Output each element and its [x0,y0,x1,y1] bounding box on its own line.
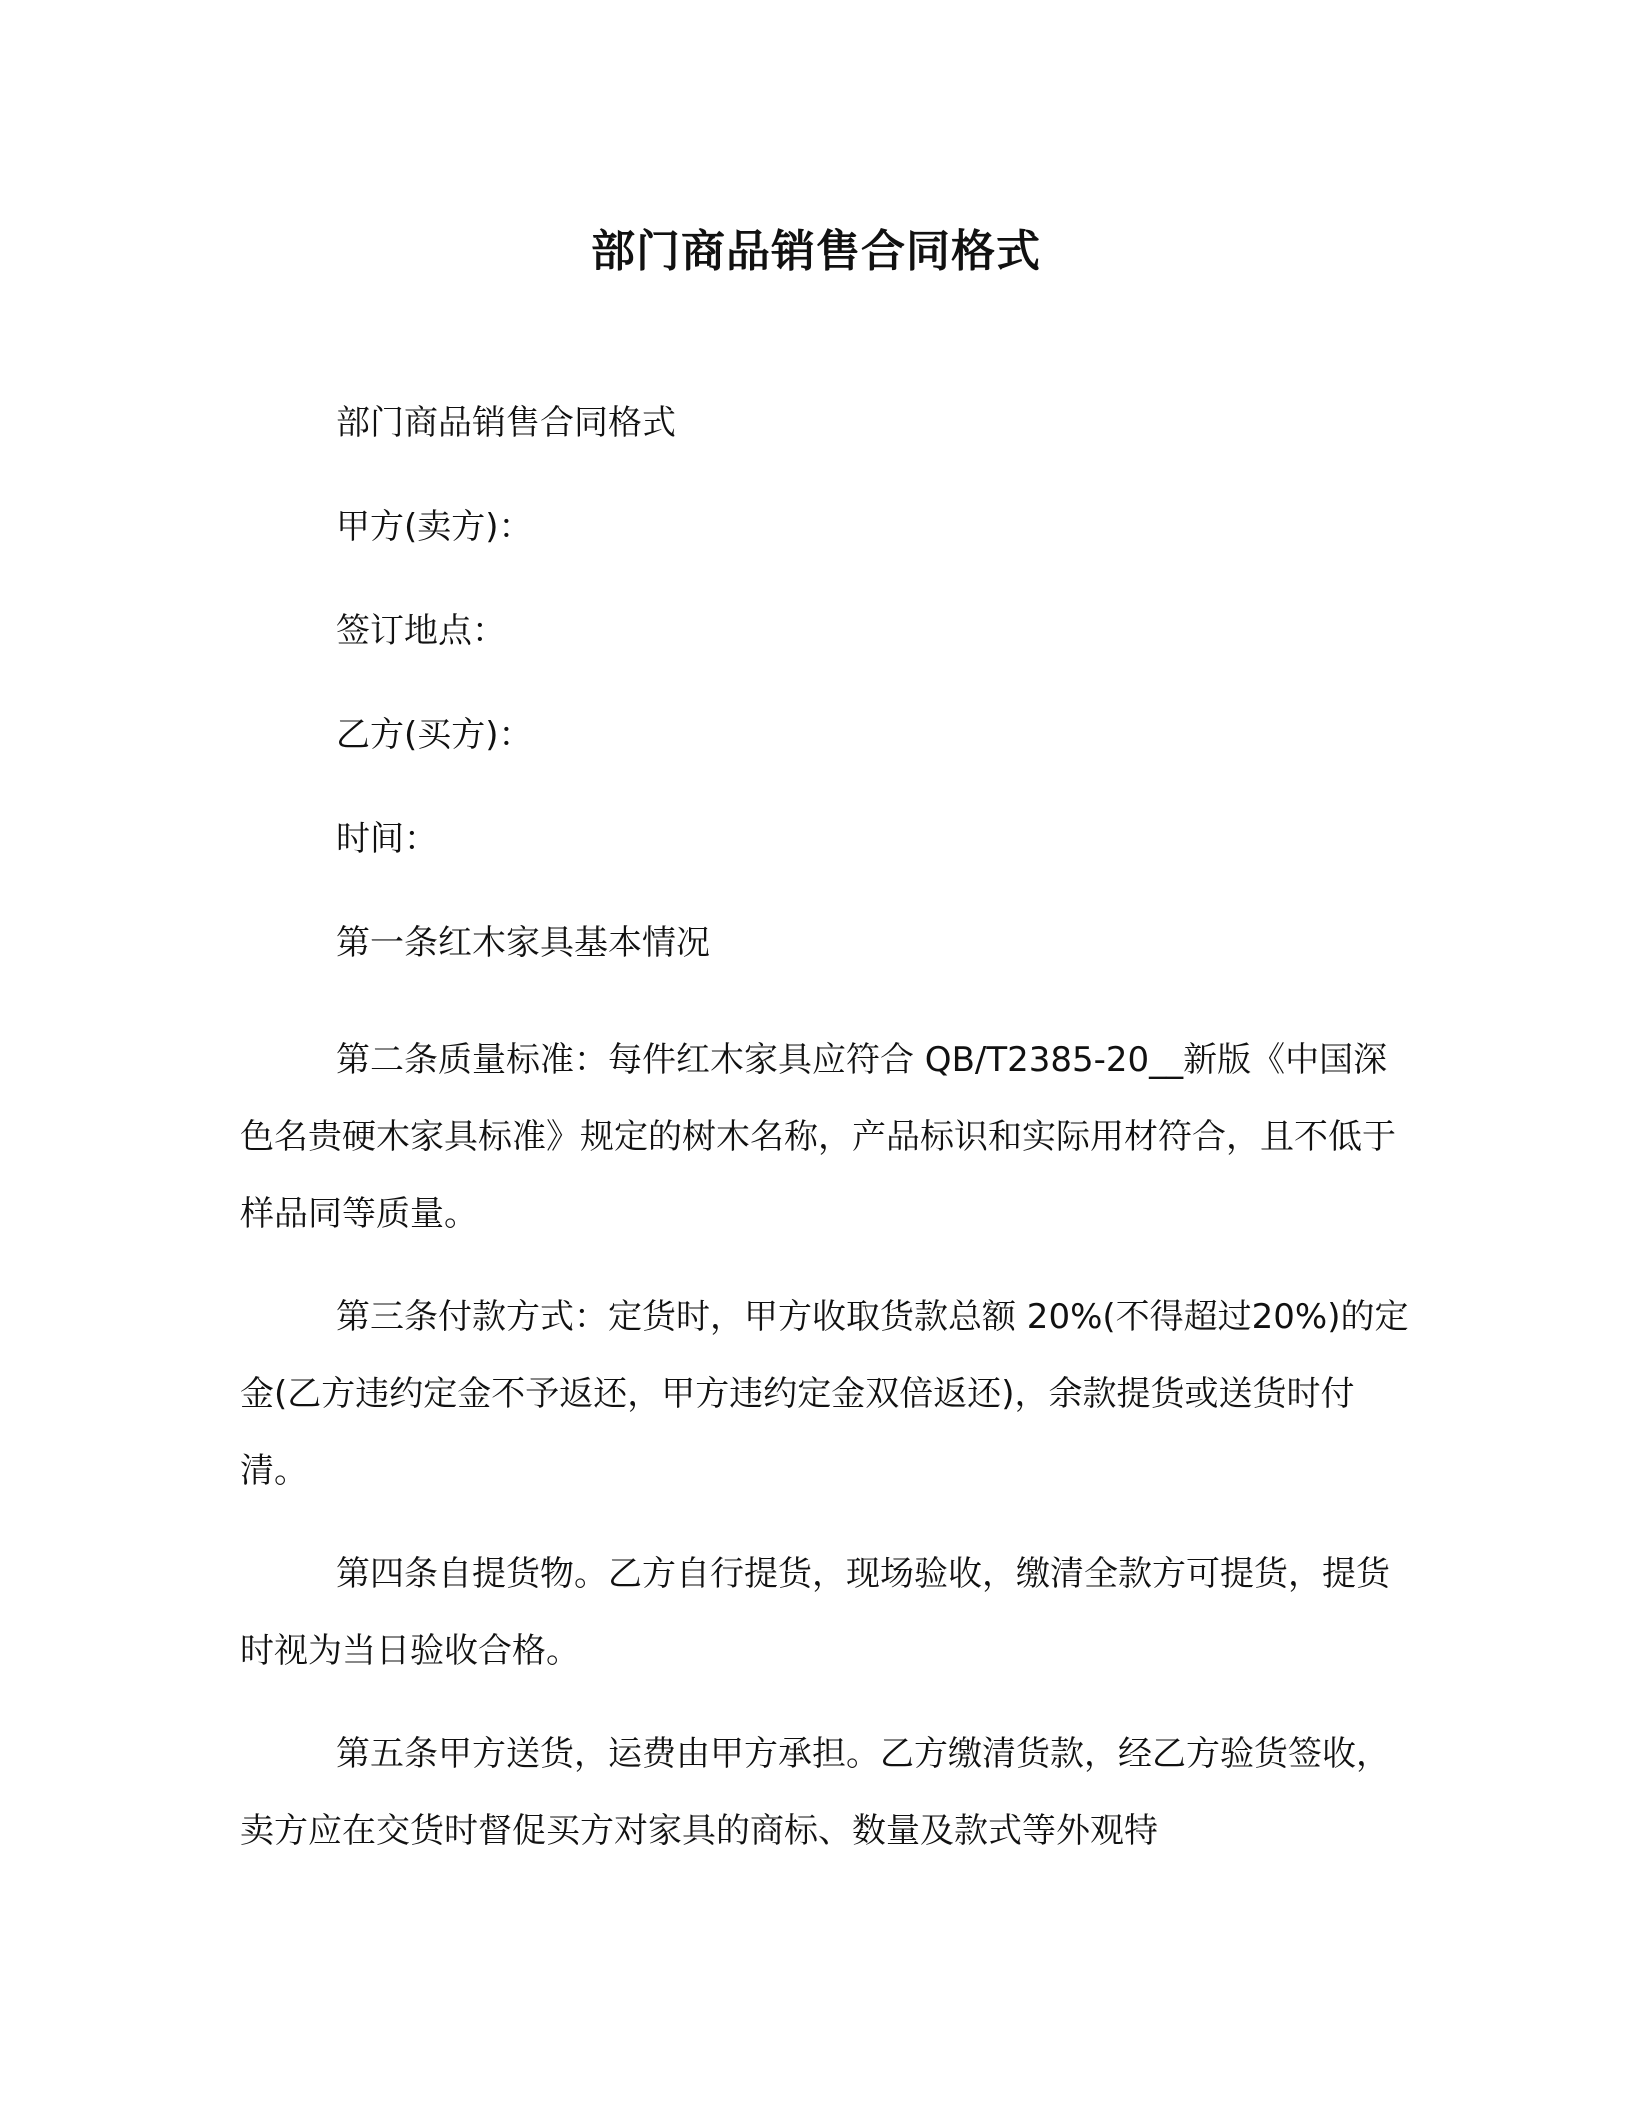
paragraph-sign-place: 签订地点： [336,611,506,651]
document-body [240,398,1410,1896]
paragraph-article-3: 第三条付款方式：定货时，甲方收取货款总额 20%(不得超过20%)的定金(乙方违约定金不予返还，甲方违约定金双倍返还)，余款提货或送货时付清。 [240,1297,1409,1491]
paragraph-article-5: 第五条甲方送货，运费由甲方承担。乙方缴清货款，经乙方验货签收，卖方应在交货时督促买方对家具的商标、数量及款式等外观特 [240,1734,1390,1851]
paragraph-heading: 部门商品销售合同格式 [336,403,676,443]
paragraph-party-b: 乙方(买方)： [336,715,533,755]
document-title: 部门商品销售合同格式 [591,226,1041,277]
paragraph-party-a: 甲方(卖方)： [336,507,533,547]
paragraph-time: 时间： [336,819,438,859]
paragraph-article-4: 第四条自提货物。乙方自行提货，现场验收，缴清全款方可提货，提货时视为当日验收合格。 [240,1554,1390,1671]
paragraph-article-1: 第一条红木家具基本情况 [336,923,710,963]
paragraph-article-2: 第二条质量标准：每件红木家具应符合 QB/T2385-20__新版《中国深色名贵硬木家具标准》规定的树木名称，产品标识和实际用材符合，且不低于样品同等质量。 [240,1040,1396,1234]
